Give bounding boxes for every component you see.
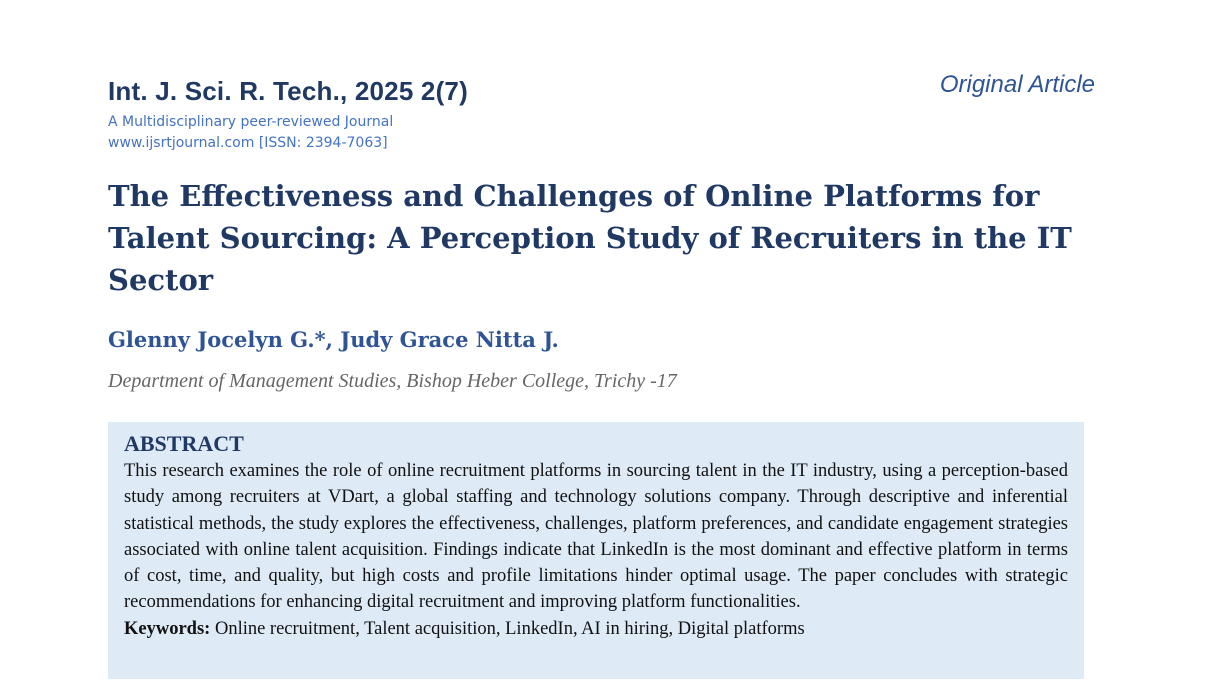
keywords-list: Online recruitment, Talent acquisition, LinkedIn, AI in hiring, Digital platforms [214,618,805,639]
author-list: Glenny Jocelyn G.*, Judy Grace Nitta J. [108,327,559,352]
paper-title: The Effectiveness and Challenges of Online Platforms for Talent Sourcing: A Perception Study of Recruiters in the IT Sector [108,179,1072,297]
keywords-label: Keywords: [124,618,211,639]
author-affiliation: Department of Management Studies, Bishop Heber College, Trichy -17 [108,370,677,392]
journal-title: Int. J. Sci. R. Tech., 2025 2(7) [108,76,468,106]
article-type-label: Original Article [939,71,1095,98]
abstract-heading: ABSTRACT [124,431,244,456]
journal-subtitle: A Multidisciplinary peer-reviewed Journal [108,114,394,130]
abstract-box [108,422,1084,679]
journal-website: www.ijsrtjournal.com [ISSN: 2394-7063] [108,135,388,151]
keywords-line [124,616,1068,642]
abstract-body: This research examines the role of online recruitment platforms in sourcing talent in the IT industry, using a perception-based study among recruiters at VDart, a global staffing and technology solutions company. Through descriptive and inferential statistical methods, the study explores the effectiveness, challenges, platform preferences, and candidate engagement strategies associated with online talent acquisition. Findings indicate that LinkedIn is the most dominant and effective platform in terms of cost, time, and quality, but high costs and profile limitations hinder optimal usage. The paper concludes with strategic recommendations for enhancing digital recruitment and improving platform functionalities. [124,461,1068,613]
